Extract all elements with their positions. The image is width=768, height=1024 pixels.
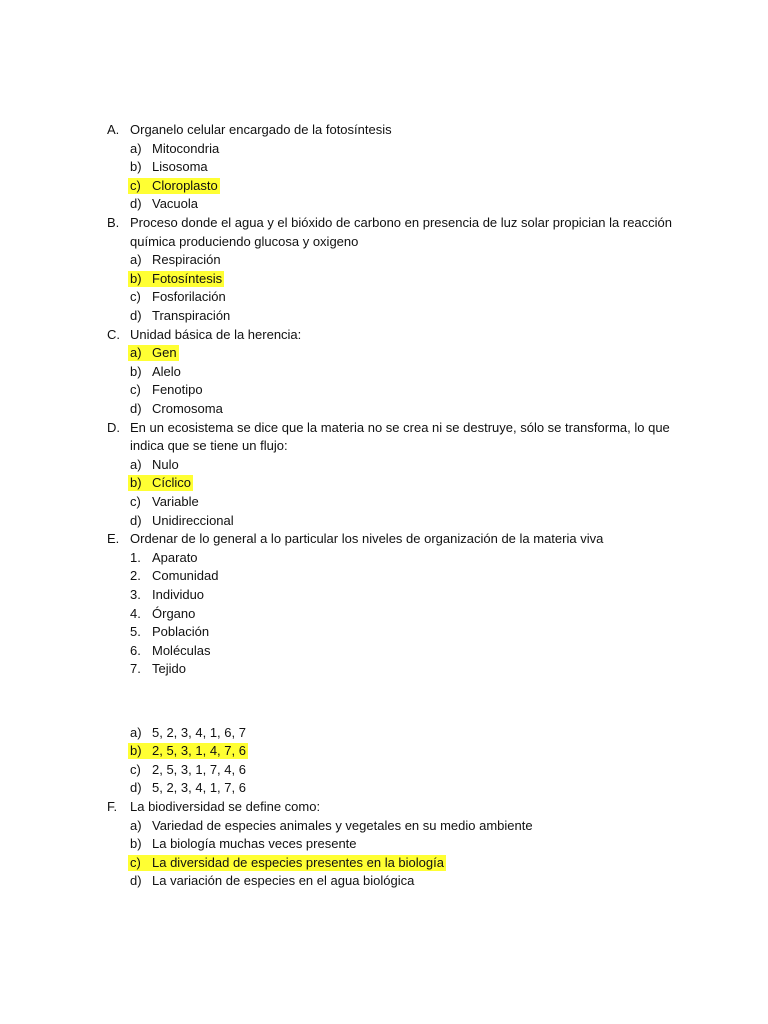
question-a-line [0, 121, 768, 139]
list-marker: 1. [130, 550, 141, 565]
option-text: 2, 5, 3, 1, 7, 4, 6 [152, 762, 246, 777]
option-d [0, 872, 768, 890]
option-marker: a) [130, 725, 142, 740]
question-text: química produciendo glucosa y oxigeno [130, 234, 359, 249]
question-f-line [0, 798, 768, 816]
option-c [0, 493, 768, 511]
question-marker: C. [107, 327, 120, 342]
option-marker: d) [130, 513, 142, 528]
option-marker: a) [130, 141, 142, 156]
option-text: Transpiración [152, 308, 231, 323]
option-text: Cromosoma [152, 401, 223, 416]
option-marker: a) [130, 457, 142, 472]
list-text: Comunidad [152, 568, 219, 583]
list-item [0, 642, 768, 660]
option-highlighted [0, 854, 768, 872]
question-marker: F. [107, 799, 118, 814]
list-item [0, 605, 768, 623]
option-c [0, 761, 768, 779]
option-text: Fenotipo [152, 382, 203, 397]
option-marker: b) [130, 743, 142, 758]
list-text: Moléculas [152, 643, 211, 658]
question-text: La biodiversidad se define como: [130, 799, 321, 814]
option-text: Cloroplasto [152, 178, 218, 193]
option-c [0, 381, 768, 399]
option-text: Fotosíntesis [152, 271, 223, 286]
option-marker: d) [130, 780, 142, 795]
option-text: Nulo [152, 457, 179, 472]
question-d-line [0, 437, 768, 455]
option-highlighted [0, 742, 768, 760]
list-item [0, 567, 768, 585]
question-text: Unidad básica de la herencia: [130, 327, 302, 342]
question-text: Ordenar de lo general a lo particular los niveles de organización de la materia viva [130, 531, 604, 546]
option-marker: d) [130, 401, 142, 416]
option-text: Gen [152, 345, 177, 360]
option-highlighted [0, 344, 768, 362]
option-d [0, 400, 768, 418]
list-marker: 2. [130, 568, 141, 583]
option-text: Fosforilación [152, 289, 226, 304]
option-text: Vacuola [152, 196, 199, 211]
option-marker: d) [130, 308, 142, 323]
option-marker: c) [130, 178, 141, 193]
option-text: Cíclico [152, 475, 192, 490]
list-text: Aparato [152, 550, 198, 565]
option-marker: a) [130, 345, 142, 360]
list-marker: 7. [130, 661, 141, 676]
option-c [0, 288, 768, 306]
question-text: indica que se tiene un flujo: [130, 438, 288, 453]
option-text: Variable [152, 494, 199, 509]
option-text: 5, 2, 3, 4, 1, 6, 7 [152, 725, 246, 740]
option-text: La variación de especies en el agua biológica [152, 873, 415, 888]
option-text: 2, 5, 3, 1, 4, 7, 6 [152, 743, 246, 758]
option-marker: d) [130, 196, 142, 211]
option-a [0, 251, 768, 269]
option-marker: a) [130, 818, 142, 833]
question-e-line [0, 530, 768, 548]
question-marker: A. [107, 122, 120, 137]
list-text: Población [152, 624, 210, 639]
question-marker: D. [107, 420, 120, 435]
option-marker: b) [130, 159, 142, 174]
list-marker: 6. [130, 643, 141, 658]
option-text: La diversidad de especies presentes en la biología [152, 855, 444, 870]
question-marker: B. [107, 215, 120, 230]
question-d-line [0, 419, 768, 437]
option-b [0, 363, 768, 381]
question-b-line [0, 233, 768, 251]
list-item [0, 586, 768, 604]
option-d [0, 307, 768, 325]
option-d [0, 779, 768, 797]
list-marker: 3. [130, 587, 141, 602]
option-a [0, 140, 768, 158]
option-text: Respiración [152, 252, 221, 267]
option-b [0, 158, 768, 176]
option-marker: c) [130, 494, 141, 509]
option-text: Lisosoma [152, 159, 208, 174]
option-marker: c) [130, 289, 141, 304]
question-text: En un ecosistema se dice que la materia no se crea ni se destruye, sólo se transforma, lo que [130, 420, 670, 435]
list-item [0, 623, 768, 641]
option-marker: b) [130, 836, 142, 851]
option-b [0, 835, 768, 853]
option-marker: b) [130, 475, 142, 490]
option-d [0, 512, 768, 530]
option-text: Unidireccional [152, 513, 234, 528]
option-text: Alelo [152, 364, 181, 379]
option-highlighted [0, 270, 768, 288]
option-marker: a) [130, 252, 142, 267]
option-marker: c) [130, 855, 141, 870]
option-highlighted [0, 177, 768, 195]
option-marker: b) [130, 364, 142, 379]
option-marker: c) [130, 762, 141, 777]
list-item [0, 660, 768, 678]
question-marker: E. [107, 531, 120, 546]
option-highlighted [0, 474, 768, 492]
question-b-line [0, 214, 768, 232]
option-d [0, 195, 768, 213]
list-text: Tejido [152, 661, 186, 676]
list-marker: 5. [130, 624, 141, 639]
option-marker: b) [130, 271, 142, 286]
list-text: Órgano [152, 606, 196, 621]
question-text: Proceso donde el agua y el bióxido de carbono en presencia de luz solar propician la reacción [130, 215, 673, 230]
option-marker: c) [130, 382, 141, 397]
option-text: La biología muchas veces presente [152, 836, 357, 851]
question-c-line [0, 326, 768, 344]
option-a [0, 456, 768, 474]
option-a [0, 817, 768, 835]
list-item [0, 549, 768, 567]
list-text: Individuo [152, 587, 205, 602]
list-marker: 4. [130, 606, 141, 621]
option-text: Mitocondria [152, 141, 220, 156]
question-text: Organelo celular encargado de la fotosíntesis [130, 122, 392, 137]
option-text: Variedad de especies animales y vegetales en su medio ambiente [152, 818, 533, 833]
option-marker: d) [130, 873, 142, 888]
option-text: 5, 2, 3, 4, 1, 7, 6 [152, 780, 246, 795]
option-a [0, 724, 768, 742]
